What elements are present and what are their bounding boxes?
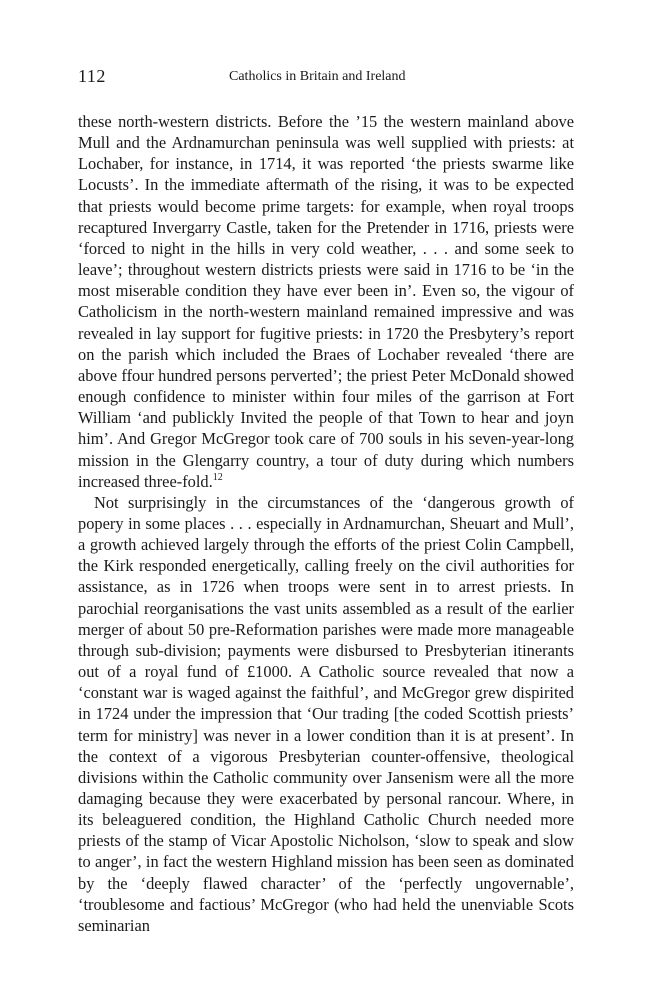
running-head (78, 66, 574, 90)
body-text (78, 111, 574, 936)
footnote-reference[interactable]: 12 (212, 471, 223, 483)
paragraph-2: Not surprisingly in the circumstances of the ‘dangerous growth of popery in some places . . . especially in Ardnamurchan, Sheuart and Mull’, a growth achieved largely through the efforts of the priest Colin Campbell, the Kirk responded energetically, calling freely on the civil authorities for assistance, as in 1726 when troops were sent in to arrest priests. In parochial reorganisations the vast units assembled as a result of the earlier merger of about 50 pre-Reformation parishes were made more manageable through sub-division; payments were disbursed to Presbyterian itinerants out of a royal fund of £1000. A Catholic source revealed that now a ‘constant war is waged against the faithful’, and McGregor grew dispirited in 1724 under the impression that ‘Our trading [the coded Scottish priests’ term for ministry] was never in a lower condition than it is at present’. In the context of a vigorous Presbyterian counter-offensive, theological divisions within the Catholic community over Jansenism were all the more damaging because they were exacerbated by personal rancour. Where, in its beleaguered condition, the Highland Catholic Church needed more priests of the stamp of Vicar Apostolic Nicholson, ‘slow to speak and slow to anger’, in fact the western Highland mission has been seen as dominated by the ‘deeply flawed character’ of the ‘perfectly ungovernable’, ‘troublesome and factious’ McGregor (who had held the unenviable Scots seminarian (78, 492, 574, 935)
page-number: 112 (78, 66, 106, 86)
running-title: Catholics in Britain and Ireland (229, 69, 406, 84)
paragraph-1-text: these north-western districts. Before the ’15 the western mainland above Mull and the Ardnamurchan peninsula was well supplied with priests: at Lochaber, for instance, in 1714, it was reported ‘the priests swarme like Locusts’. In the immediate aftermath of the rising, it was to be expected that priests would become prime targets: for example, when royal troops recaptured Invergarry Castle, taken for the Pretender in 1716, priests were ‘forced to night in the hills in very cold weather, . . . and some seek to leave’; throughout western districts priests were said in 1716 to be ‘in the most miserable condition they have ever been in’. Even so, the vigour of Catholicism in the north-western mainland remained impressive and was revealed in lay support for fugitive priests: in 1720 the Presbytery’s report on the parish which included the Braes of Lochaber revealed ‘there are above ffour hundred persons perverted’; the priest Peter McDonald showed enough confidence to minister within four miles of the garrison at Fort William ‘and publickly Invited the people of that Town to hear and joyn him’. And Gregor McGregor took care of 700 souls in his seven-year-long mission in the Glengarry country, a tour of duty during which numbers increased three-fold. (78, 112, 574, 491)
paragraph-1 (78, 111, 574, 492)
